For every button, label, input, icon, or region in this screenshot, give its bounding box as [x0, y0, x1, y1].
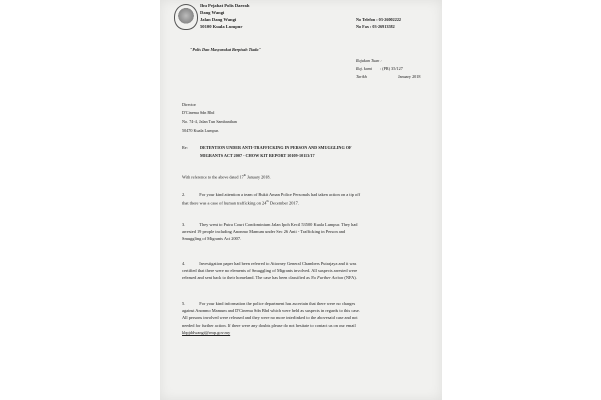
letterhead-line-3: Jalan Dang Wangi [200, 17, 237, 22]
paragraph-line: For your kind attention a team of Bukit Aman Police Personals had taken action on a tip off [199, 192, 361, 197]
paragraph-number: 3. [182, 222, 186, 227]
recipient-company: D'Cinema Sdn Bhd [182, 110, 215, 115]
paragraph-line: against Anonmo Mamum and D'Cinema Sdn Bhd which were held as suspects in regards to this case. [182, 308, 360, 314]
our-ref-value: : (PR) 35/127 [380, 66, 403, 71]
subject-line-2: MIGRANTS ACT 2007 - CHOW KIT REPORT 10109-10113/17 [200, 153, 315, 158]
subject-label: Re: [182, 145, 188, 150]
paragraph-sup: th [266, 199, 269, 204]
paragraph-3 [182, 221, 430, 243]
paragraph-line: Smuggling of Migrants Act 2007. [182, 236, 242, 242]
paragraph-number: 4. [182, 261, 186, 266]
recipient-address-2: 50470 Kuala Lumpur. [182, 128, 219, 133]
paragraph-line-end: (NFA). [343, 275, 357, 281]
paragraph-4 [182, 260, 430, 282]
fax-number: No Fax : 03-26913582 [356, 24, 395, 29]
paragraph-line: needed for further action. If there were any doubts please do not hesitate to contact us on our email [182, 322, 356, 328]
motto: "Polis Dan Masyarakat Berpisah Tiada" [190, 47, 261, 52]
paragraph-line: For your kind information the police department has ascertain that there were no charges [199, 301, 356, 306]
paragraph-line: that there was a case of human trafficking on 24 [182, 200, 267, 206]
paragraph-line: released and sent back to their homeland. The case has been classified as [182, 275, 311, 281]
date-label: Tarikh [356, 74, 367, 79]
subject-line-1: DETENTION UNDER ANTI-TRAFFICKING IN PERSON AND SMUGGLING OF [200, 145, 352, 150]
recipient-title: Director [182, 102, 196, 107]
reference-line [182, 173, 271, 179]
letter-page [160, 0, 442, 400]
letterhead-line-2: Dang Wangi [200, 10, 225, 15]
paragraph-number: 5. [182, 301, 186, 306]
date-value: January 2018 [398, 74, 421, 79]
contact-email: kbpjddwangi@rmp.gov.my [182, 329, 231, 335]
paragraph-line: certified that there were no elements of Smuggling of Migrants involved. All suspects arrested were [182, 268, 358, 274]
police-crest-icon [174, 4, 198, 30]
reference-sup: th [243, 173, 247, 177]
your-ref-label: Rujukan Tuan : [356, 58, 382, 63]
paragraph-line: They went to Putra Court Condominium Jalan Ipoh Kecil 53500 Kuala Lumpur. They had [199, 222, 358, 227]
letterhead-line-4: 50100 Kuala Lumpur [200, 24, 243, 29]
paragraph-2 [182, 191, 430, 207]
reference-text-end: January 2018. [246, 174, 271, 180]
our-ref-label: Ruj. kami [356, 66, 373, 71]
paragraph-line: All persons involved were released and they were no more interlinked to the abovesaid case and not [182, 315, 358, 321]
paragraph-line: arrested 19 people including Anonmo Mamum under Sec 26 Anti - Trafficking in Person and [182, 229, 346, 235]
paragraph-number: 2. [182, 192, 186, 197]
reference-text: With reference to the above dated 17 [182, 174, 244, 180]
letterhead-line-1: Ibu Pejabat Polis Daerah [200, 3, 250, 8]
recipient-address-1: No. 74-4, Jalan Tun Sambanthan [182, 119, 237, 124]
nfa-term: No Further Action [310, 275, 344, 281]
telephone-number: No Telefon : 03-26002222 [356, 17, 402, 22]
paragraph-line: Investigation paper had been referred to Attorney General Chambers Putrajaya and it was [199, 261, 357, 266]
paragraph-5 [182, 300, 430, 336]
paragraph-line-end: December 2017. [268, 200, 299, 206]
